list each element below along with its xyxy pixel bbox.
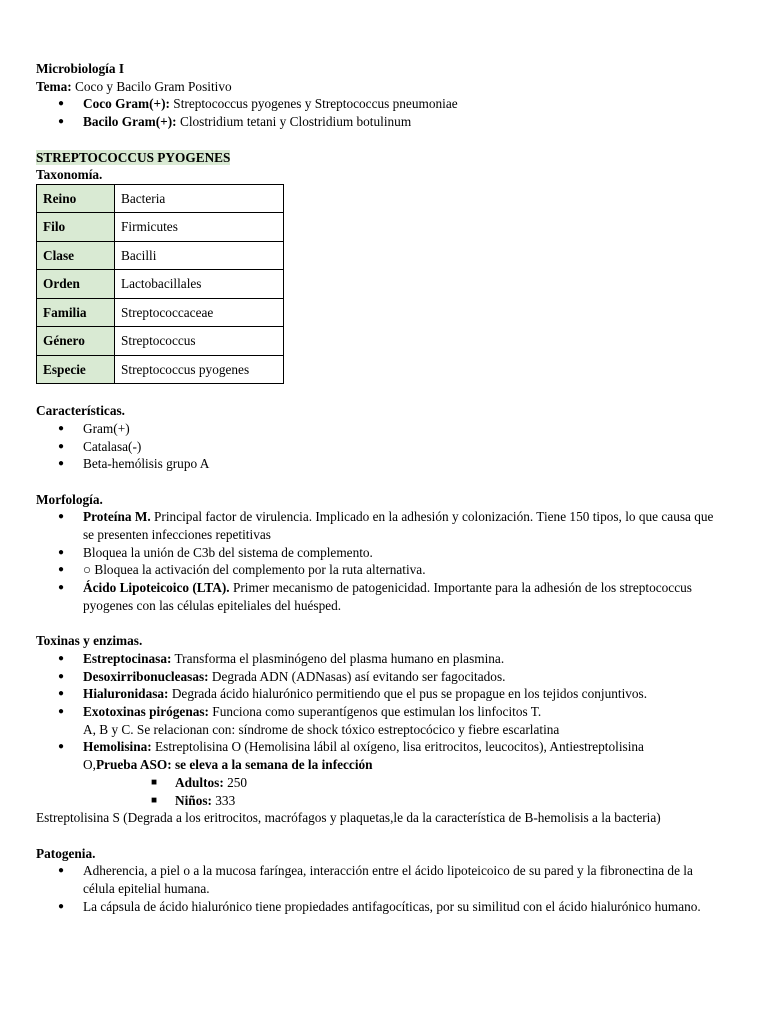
taxonomy-key: Clase [37,241,115,270]
item-text: Funciona como superantígenos que estimulan los linfocitos T. [212,704,542,720]
toxinas-title: Toxinas y enzimas. [36,633,143,649]
item-label: Estreptocinasa: [83,650,172,666]
list-item: ● ○ Bloquea la activación del complemento por la ruta alternativa. [36,561,726,579]
table-row [37,355,284,384]
table-row [37,184,284,213]
taxonomy-value: Lactobacillales [115,270,284,299]
item-label: Adultos: [175,774,224,790]
item-value: 250 [227,774,248,790]
table-row [37,270,284,299]
item-text: Degrada ADN (ADNasas) así evitando ser fagocitados. [211,668,506,684]
list-item: ● Beta-hemólisis grupo A [36,455,726,473]
item-label: Exotoxinas pirógenas: [83,704,209,720]
caracteristicas-list [36,420,726,473]
morfologia-title: Morfología. [36,491,103,507]
item-label: Hemolisina: [83,739,152,755]
item-text: Primer mecanismo de patogenicidad. Importante para la adhesión de los streptococcus pyogenes con las células epiteliales del huésped. [83,580,692,613]
list-item [36,579,726,614]
list-item: ● La cápsula de ácido hialurónico tiene propiedades antifagocíticas, por su similitud con el ácido hialurónico humano. [36,898,726,916]
list-item [36,650,726,668]
taxonomy-value: Streptococcaceae [115,298,284,327]
table-row [37,213,284,242]
taxonomy-key: Familia [37,298,115,327]
list-item [36,774,726,792]
estreptolisina-s: Estreptolisina S (Degrada a los eritrocitos, macrófagos y plaquetas,le da la característica de B-hemolisis a la bacteria) [36,810,661,826]
taxonomy-value: Firmicutes [115,213,284,242]
taxonomy-value: Bacilli [115,241,284,270]
list-item: ● Bloquea la unión de C3b del sistema de complemento. [36,544,726,562]
table-row [37,241,284,270]
patogenia-title: Patogenia. [36,845,96,861]
list-item: ● Gram(+) [36,420,726,438]
item-value: 333 [215,792,236,808]
list-item [36,668,726,686]
item-text: Clostridium tetani y Clostridium botulinum [179,114,412,130]
item-text: Streptococcus pyogenes y Streptococcus pneumoniae [173,96,458,112]
aso-text: Prueba ASO: se eleva a la semana de la infección [95,757,373,773]
taxonomy-key: Reino [37,184,115,213]
tema-label: Tema: [36,78,72,94]
list-item: ● Adherencia, a piel o a la mucosa faríngea, interacción entre el ácido lipoteicoico de su pared y la fibronectina de la célula epitelial humana. [36,862,726,897]
morfologia-list [36,508,726,614]
item-text: Transforma el plasminógeno del plasma humano en plasmina. [174,650,505,666]
item-label: Ácido Lipoteicoico (LTA). [83,580,230,596]
taxonomy-key: Especie [37,355,115,384]
item-text: O, [83,757,96,773]
patogenia-list [36,862,726,915]
item-label: Coco Gram(+): [83,96,170,112]
item-label: Proteína M. [83,509,151,525]
taxonomy-key: Filo [37,213,115,242]
item-text: Estreptolisina O (Hemolisina lábil al oxígeno, lisa eritrocitos, leucocitos), Antiestreptolisina [155,739,644,755]
taxonomy-key: Orden [37,270,115,299]
table-row [37,327,284,356]
item-text: A, B y C. Se relacionan con: síndrome de shock tóxico estreptocócico y fiebre escarlatina [83,721,560,737]
list-item: ● Catalasa(-) [36,438,726,456]
taxonomy-value: Bacteria [115,184,284,213]
item-text: Degrada ácido hialurónico permitiendo que el pus se propague en los tejidos conjuntivos. [171,686,648,702]
taxonomy-key: Género [37,327,115,356]
tema-value: Coco y Bacilo Gram Positivo [75,78,232,94]
item-label: Niños: [175,792,212,808]
course-title: Microbiología I [36,61,125,76]
list-item [36,738,726,773]
document-page [36,60,726,915]
item-text: Principal factor de virulencia. Implicado en la adhesión y colonización. Tiene 150 tipos, lo que causa que se presenten infecciones repetitivas [83,509,714,542]
taxonomy-value: Streptococcus pyogenes [115,355,284,384]
taxonomy-value: Streptococcus [115,327,284,356]
taxonomy-table [36,184,284,385]
section-title: STREPTOCOCCUS PYOGENES [36,149,231,165]
taxonomy-title: Taxonomía. [36,167,103,183]
item-label: Hialuronidasa: [83,686,169,702]
tema-line [36,78,726,96]
table-row [37,298,284,327]
list-item [36,508,726,543]
item-label: Bacilo Gram(+): [83,114,177,130]
list-item [36,113,726,131]
list-item [36,792,726,810]
gram-list [36,95,726,130]
toxinas-list [36,650,726,809]
list-item [36,685,726,703]
item-label: Desoxirribonucleasas: [83,668,209,684]
caracteristicas-title: Características. [36,403,125,419]
list-item [36,703,726,738]
list-item [36,95,726,113]
